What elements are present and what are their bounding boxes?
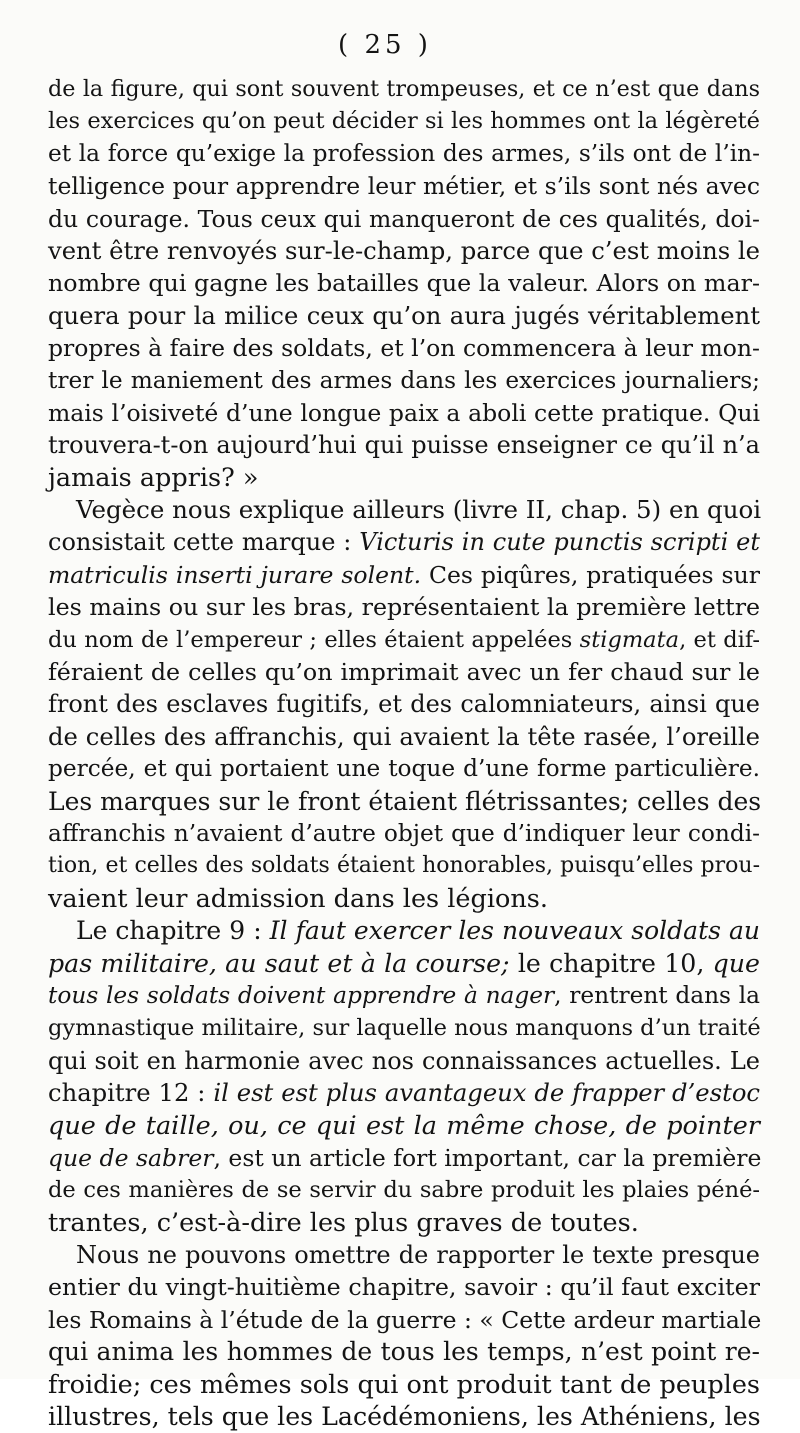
text-line — [48, 1336, 760, 1368]
text-line — [48, 883, 760, 915]
text-line — [48, 365, 760, 397]
text-line — [48, 1369, 760, 1401]
text-segment: de ces manières de se servir du sabre produit les plaies péné- — [48, 1177, 760, 1204]
text-line — [48, 138, 760, 170]
text-segment: , rentrent dans la — [554, 981, 760, 1009]
text-segment: les exercices qu’on peut décider si les hommes ont la légèreté — [48, 108, 760, 135]
italic-text: que — [712, 948, 760, 978]
text-segment: Les marques sur le front étaient flétrissantes; celles des — [48, 786, 762, 816]
italic-text: stigmata — [579, 626, 680, 653]
text-line — [48, 624, 760, 656]
text-segment: mais l’oisiveté d’une longue paix a aboli cette pratique. Qui — [48, 398, 760, 427]
text-line — [48, 1045, 760, 1077]
text-segment: entier du vingt-huitième chapitre, savoir : qu’il faut exciter — [48, 1273, 760, 1302]
text-segment: trouvera-t-on aujourd’hui qui puisse enseigner ce qu’il n’a — [48, 431, 760, 460]
text-segment: trantes, c’est-à-dire les plus graves de toutes. — [48, 1207, 639, 1238]
text-line — [48, 397, 760, 429]
text-line — [48, 1012, 760, 1044]
text-segment: percée, et qui portaient une toque d’une forme particulière. — [48, 755, 760, 783]
text-segment: vent être renvoyés sur-le-champ, parce que c’est moins le — [48, 235, 760, 265]
text-segment: féraient de celles qu’on imprimait avec un fer chaud sur le — [48, 658, 760, 687]
text-segment: telligence pour apprendre leur métier, et s’ils sont nés avec — [48, 172, 760, 201]
text-segment: trer le maniement des armes dans les exercices journaliers; — [48, 366, 760, 394]
text-line — [48, 1142, 760, 1174]
text-line — [48, 591, 760, 623]
page-number: ( 25 ) — [338, 30, 432, 60]
text-line — [48, 429, 760, 461]
text-line — [48, 1110, 760, 1142]
text-segment: front des esclaves fugitifs, et des calomniateurs, ainsi que — [48, 690, 760, 719]
text-segment: vaient leur admission dans les légions. — [48, 883, 548, 914]
text-line — [48, 526, 760, 558]
text-segment: , est un article fort important, car la première — [213, 1143, 762, 1172]
text-line — [48, 300, 760, 332]
italic-text: il est est plus avantageux de frapper d’estoc — [213, 1078, 760, 1108]
text-segment: qui anima les hommes de tous les temps, n’est point re- — [48, 1337, 760, 1367]
text-segment: jamais appris? » — [48, 462, 259, 493]
text-segment: quera pour la milice ceux qu’on aura jugés véritablement — [48, 300, 760, 330]
text-line — [48, 170, 760, 202]
text-segment: de la figure, qui sont souvent trompeuses, et ce n’est que dans — [48, 76, 760, 102]
text-line — [48, 1207, 760, 1239]
text-segment: Vegèce nous explique ailleurs (livre II, chap. 5) en quoi — [76, 495, 762, 525]
text-line — [48, 105, 760, 137]
text-segment: Le chapitre 9 : — [76, 916, 270, 946]
text-line — [48, 1271, 760, 1303]
text-segment: de celles des affranchis, qui avaient la tête rasée, l’oreille — [48, 721, 760, 751]
text-segment: tion, et celles des soldats étaient honorables, puisqu’elles prou- — [48, 853, 760, 879]
text-segment: consistait cette marque : — [48, 528, 360, 557]
text-line — [48, 462, 760, 494]
text-line — [48, 1401, 760, 1433]
text-line — [48, 73, 760, 105]
text-segment: et la force qu’exige la profession des armes, s’ils ont de l’in- — [48, 139, 760, 167]
italic-text: que de taille, ou, ce qui est la même chose, de pointer — [48, 1110, 760, 1141]
text-line — [48, 656, 760, 688]
text-line — [48, 559, 760, 591]
text-line — [48, 980, 760, 1012]
italic-text: matriculis inserti jurare solent. — [48, 560, 422, 589]
text-segment: propres à faire des soldats, et l’on commencera à leur mon- — [48, 334, 760, 363]
text-line — [48, 1174, 760, 1206]
text-segment: du nom de l’empereur ; elles étaient appelées — [48, 626, 580, 653]
text-line — [48, 915, 760, 947]
text-segment: affranchis n’avaient d’autre objet que d’indiquer leur condi- — [48, 819, 760, 847]
text-line — [48, 494, 760, 526]
text-segment: les mains ou sur les bras, représentaient la première lettre — [48, 593, 761, 622]
text-line — [48, 203, 760, 235]
text-line — [48, 948, 760, 980]
text-line — [48, 235, 760, 267]
text-line — [48, 1239, 760, 1271]
text-segment: chapitre 12 : — [48, 1078, 214, 1108]
text-line — [48, 721, 760, 753]
text-segment: Nous ne pouvons omettre de rapporter le texte presque — [76, 1241, 760, 1270]
text-line — [48, 786, 760, 818]
text-segment: du courage. Tous ceux qui manqueront de ces qualités, doi- — [48, 204, 760, 233]
text-line — [48, 267, 760, 299]
text-segment: nombre qui gagne les batailles que la valeur. Alors on mar- — [48, 269, 760, 298]
italic-text: tous les soldats doivent apprendre à nager — [48, 981, 555, 1009]
text-segment: les Romains à l’étude de la guerre : « Cette ardeur martiale — [48, 1305, 762, 1334]
italic-text: pas militaire, au saut et à la course; — [48, 948, 510, 978]
text-segment: gymnastique militaire, sur laquelle nous manquons d’un traité — [48, 1015, 761, 1042]
text-segment: , et dif- — [679, 626, 760, 653]
text-line — [48, 1077, 760, 1109]
text-segment: froidie; ces mêmes sols qui ont produit tant de peuples — [48, 1369, 760, 1400]
italic-text: Il faut exercer les nouveaux soldats au — [269, 916, 761, 946]
text-segment: qui soit en harmonie avec nos connaissances actuelles. Le — [48, 1046, 760, 1075]
text-line — [48, 753, 760, 785]
text-line — [48, 688, 760, 720]
text-line — [48, 1304, 760, 1336]
text-line — [48, 850, 760, 882]
body-text — [48, 73, 760, 1433]
italic-text: que de sabrer — [48, 1143, 214, 1172]
italic-text: Victuris in cute punctis scripti et — [359, 528, 760, 557]
text-segment: Ces piqûres, pratiquées sur — [421, 560, 760, 589]
text-line — [48, 332, 760, 364]
text-line — [48, 818, 760, 850]
text-segment: illustres, tels que les Lacédémoniens, les Athéniens, les — [48, 1402, 761, 1432]
text-segment: le chapitre 10, — [509, 948, 713, 978]
